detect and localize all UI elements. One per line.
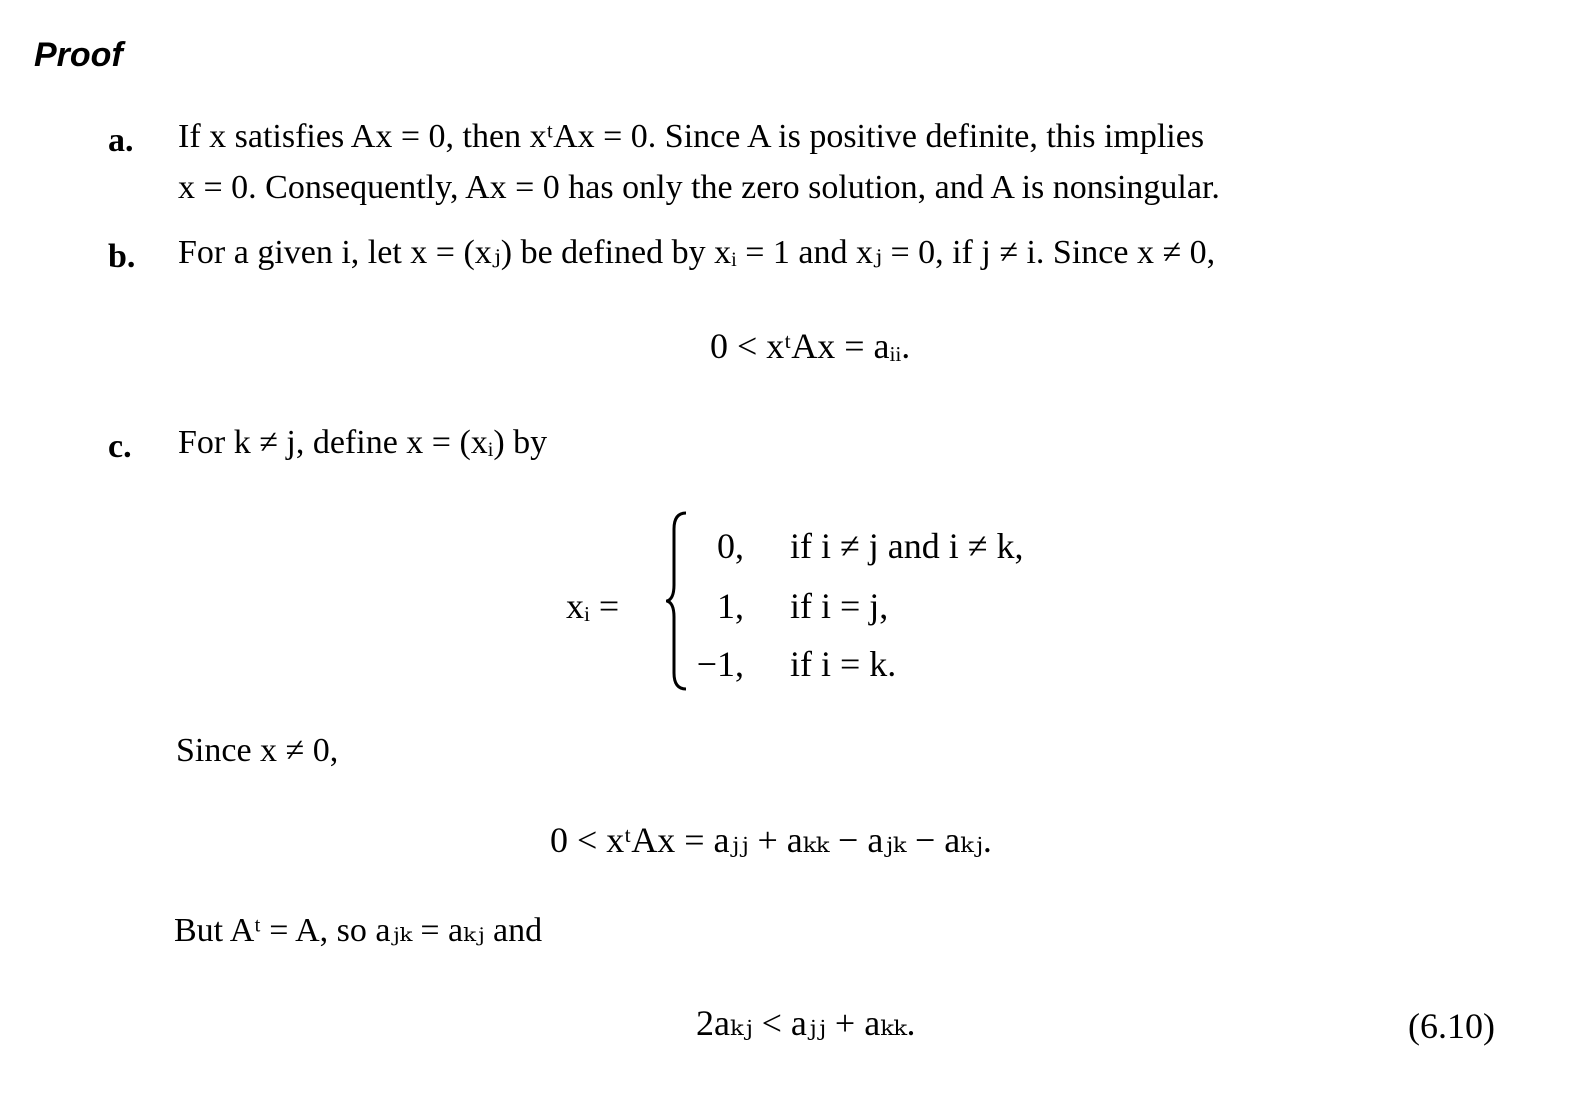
case-2-value: 1, bbox=[717, 586, 744, 626]
case-1-condition: if i ≠ j and i ≠ k, bbox=[790, 526, 1024, 566]
case-2-condition: if i = j, bbox=[790, 586, 889, 626]
label-b: b. bbox=[108, 238, 136, 275]
case-row-1 bbox=[684, 525, 1024, 567]
case-3-value: −1, bbox=[696, 644, 744, 684]
equation-6-10: 2aₖⱼ < aⱼⱼ + aₖₖ. bbox=[696, 1003, 916, 1043]
part-a-line-1: If x satisfies Ax = 0, then xᵗAx = 0. Since A is positive definite, this implies bbox=[178, 118, 1205, 155]
label-c: c. bbox=[108, 428, 132, 465]
since-x-nonzero: Since x ≠ 0, bbox=[176, 732, 339, 769]
case-row-3 bbox=[684, 643, 896, 685]
piecewise-definition bbox=[566, 505, 1146, 695]
part-c-line-1: For k ≠ j, define x = (xᵢ) by bbox=[178, 424, 548, 461]
case-3-condition: if i = k. bbox=[790, 644, 897, 684]
proof-heading: Proof bbox=[34, 36, 123, 74]
label-a: a. bbox=[108, 122, 134, 159]
part-b-line-1: For a given i, let x = (xⱼ) be defined by xᵢ = 1 and xⱼ = 0, if j ≠ i. Since x ≠ 0, bbox=[178, 234, 1216, 271]
case-1-value: 0, bbox=[717, 526, 744, 566]
equation-sum: 0 < xᵗAx = aⱼⱼ + aₖₖ − aⱼₖ − aₖⱼ. bbox=[550, 820, 992, 860]
case-row-2 bbox=[684, 585, 888, 627]
equation-aii: 0 < xᵗAx = aᵢᵢ. bbox=[710, 326, 911, 366]
equation-number: (6.10) bbox=[1408, 1006, 1495, 1046]
piecewise-lhs: xᵢ = bbox=[566, 586, 620, 626]
symmetry-line: But Aᵗ = A, so aⱼₖ = aₖⱼ and bbox=[174, 912, 543, 949]
part-a-line-2: x = 0. Consequently, Ax = 0 has only the zero solution, and A is nonsingular. bbox=[178, 169, 1220, 206]
